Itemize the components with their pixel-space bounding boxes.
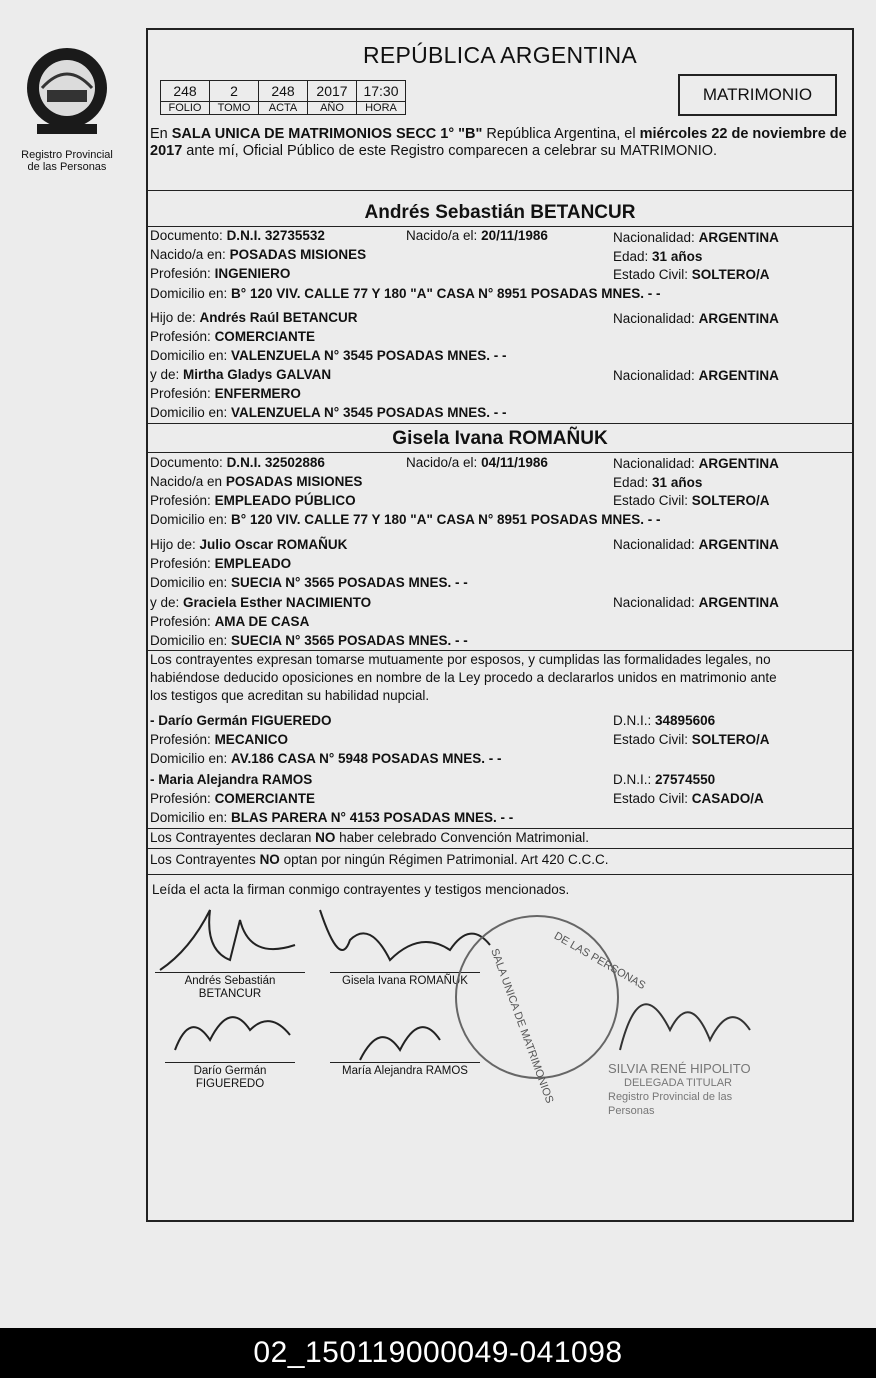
closing-text: Leída el acta la firman conmigo contrayentes y testigos mencionados. xyxy=(152,882,570,897)
spouse2-father: Hijo de: Julio Oscar ROMAÑUK xyxy=(150,537,348,552)
spouse1-mother: y de: Mirtha Gladys GALVAN xyxy=(150,367,332,382)
acta-value: 248 xyxy=(259,81,308,102)
spouse1-age: Edad: 31 años xyxy=(613,249,703,264)
spouse1-father-prof: Profesión: COMERCIANTE xyxy=(150,329,316,344)
signature-name-witness1: Darío Germán FIGUEREDO xyxy=(193,1065,267,1090)
spouse1-mother-prof: Profesión: ENFERMERO xyxy=(150,386,301,401)
stamp-text-top: DE LAS PERSONAS xyxy=(551,929,648,993)
tomo-label: TOMO xyxy=(210,102,259,115)
convention-line-1: Los Contrayentes declaran NO haber celebrado Convención Matrimonial. xyxy=(150,830,589,845)
declaration-line-2: habiéndose deducido oposiciones en nombre de la Ley procedo a declararlos unidos en matrimonio ante xyxy=(150,670,777,685)
spouse2-birthdate: Nacido/a el: 04/11/1986 xyxy=(406,455,548,470)
convention-line-2: Los Contrayentes NO optan por ningún Régimen Patrimonial. Art 420 C.C.C. xyxy=(150,852,609,867)
signature-name-spouse1: Andrés Sebastián BETANCUR xyxy=(184,975,276,1000)
witness2-dni: D.N.I.: 27574550 xyxy=(613,772,716,787)
spouse2-profession: Profesión: EMPLEADO PÚBLICO xyxy=(150,493,356,508)
registry-table xyxy=(160,80,406,115)
spouse2-mother: y de: Graciela Esther NACIMIENTO xyxy=(150,595,372,610)
signature-line xyxy=(165,1062,295,1063)
folio-label: FOLIO xyxy=(161,102,210,115)
spouse1-nationality: Nacionalidad: ARGENTINA xyxy=(613,230,779,245)
spouse1-mother-nat: Nacionalidad: ARGENTINA xyxy=(613,368,779,383)
spouse1-name: Andrés Sebastián BETANCUR xyxy=(364,202,636,223)
witness1-profession: Profesión: MECANICO xyxy=(150,732,289,747)
record-type-box: MATRIMONIO xyxy=(678,74,837,116)
divider xyxy=(148,650,852,651)
signature-line xyxy=(330,1062,480,1063)
misiones-seal-icon xyxy=(12,40,122,140)
spouse2-nationality: Nacionalidad: ARGENTINA xyxy=(613,456,779,471)
anio-label: AÑO xyxy=(308,102,357,115)
spouse1-doc: Documento: D.N.I. 32735532 xyxy=(150,228,325,243)
divider xyxy=(148,190,852,191)
spouse2-father-prof: Profesión: EMPLEADO xyxy=(150,556,292,571)
folio-value: 248 xyxy=(161,81,210,102)
divider xyxy=(148,452,852,453)
tomo-value: 2 xyxy=(210,81,259,102)
witness1-name: - Darío Germán FIGUEREDO xyxy=(150,713,332,728)
witness2-address: Domicilio en: BLAS PARERA N° 4153 POSADAS MNES. - - xyxy=(150,810,514,825)
signature-name-witness2: María Alejandra RAMOS xyxy=(342,1065,468,1077)
intro-paragraph: En SALA UNICA DE MATRIMONIOS SECC 1° "B" República Argentina, el miércoles 22 de noviembre de 2017 ante mí, Oficial Público de este Registro comparecen a celebrar su MATRIMONIO. xyxy=(150,126,847,159)
spouse2-address: Domicilio en: B° 120 VIV. CALLE 77 Y 180 "A" CASA N° 8951 POSADAS MNES. - - xyxy=(150,512,661,527)
spouse2-mother-prof: Profesión: AMA DE CASA xyxy=(150,614,310,629)
spouse1-birthdate: Nacido/a el: 20/11/1986 xyxy=(406,228,548,243)
anio-value: 2017 xyxy=(308,81,357,102)
logo-label: Registro Provincial de las Personas xyxy=(21,149,113,173)
signature-name-spouse2: Gisela Ivana ROMAÑUK xyxy=(342,975,468,987)
spouse1-address: Domicilio en: B° 120 VIV. CALLE 77 Y 180 "A" CASA N° 8951 POSADAS MNES. - - xyxy=(150,286,661,301)
divider xyxy=(148,874,852,875)
divider xyxy=(148,828,852,829)
spouse2-age: Edad: 31 años xyxy=(613,475,703,490)
province-logo xyxy=(12,40,122,173)
page-title: REPÚBLICA ARGENTINA xyxy=(362,42,638,68)
spouse1-father: Hijo de: Andrés Raúl BETANCUR xyxy=(150,310,358,325)
spouse1-profession: Profesión: INGENIERO xyxy=(150,266,291,281)
divider xyxy=(148,423,852,424)
witness1-dni: D.N.I.: 34895606 xyxy=(613,713,716,728)
divider xyxy=(148,226,852,227)
spouse2-doc: Documento: D.N.I. 32502886 xyxy=(150,455,325,470)
spouse2-birthplace: Nacido/a en POSADAS MISIONES xyxy=(150,474,363,489)
declaration-line-3: los testigos que acreditan su habilidad nupcial. xyxy=(150,688,430,703)
officer-stamp: SILVIA RENÉ HIPOLITO DELEGADA TITULAR Registro Provincial de las Personas xyxy=(608,1061,751,1117)
spouse1-mother-addr: Domicilio en: VALENZUELA N° 3545 POSADAS MNES. - - xyxy=(150,405,507,420)
stamp-text-left: SALA UNICA DE MATRIMONIOS xyxy=(488,947,556,1105)
spouse1-civil: Estado Civil: SOLTERO/A xyxy=(613,267,770,282)
signature-line xyxy=(155,972,305,973)
witness1-address: Domicilio en: AV.186 CASA N° 5948 POSADAS MNES. - - xyxy=(150,751,502,766)
hora-value: 17:30 xyxy=(357,81,406,102)
spouse2-father-addr: Domicilio en: SUECIA N° 3565 POSADAS MNES. - - xyxy=(150,575,468,590)
spouse2-father-nat: Nacionalidad: ARGENTINA xyxy=(613,537,779,552)
witness2-name: - Maria Alejandra RAMOS xyxy=(150,772,313,787)
spouse1-father-nat: Nacionalidad: ARGENTINA xyxy=(613,311,779,326)
spouse1-birthplace: Nacido/a en: POSADAS MISIONES xyxy=(150,247,367,262)
witness2-civil: Estado Civil: CASADO/A xyxy=(613,791,764,806)
witness2-profession: Profesión: COMERCIANTE xyxy=(150,791,316,806)
document-id-footer: 02_150119000049-041098 xyxy=(0,1328,876,1378)
spouse2-civil: Estado Civil: SOLTERO/A xyxy=(613,493,770,508)
spouse2-name: Gisela Ivana ROMAÑUK xyxy=(392,428,608,449)
spouse2-mother-addr: Domicilio en: SUECIA N° 3565 POSADAS MNES. - - xyxy=(150,633,468,648)
declaration-line-1: Los contrayentes expresan tomarse mutuamente por esposos, y cumplidas las formalidades legales, no xyxy=(150,652,771,667)
acta-label: ACTA xyxy=(259,102,308,115)
witness1-civil: Estado Civil: SOLTERO/A xyxy=(613,732,770,747)
divider xyxy=(148,848,852,849)
spouse1-father-addr: Domicilio en: VALENZUELA N° 3545 POSADAS MNES. - - xyxy=(150,348,507,363)
hora-label: HORA xyxy=(357,102,406,115)
spouse2-mother-nat: Nacionalidad: ARGENTINA xyxy=(613,595,779,610)
